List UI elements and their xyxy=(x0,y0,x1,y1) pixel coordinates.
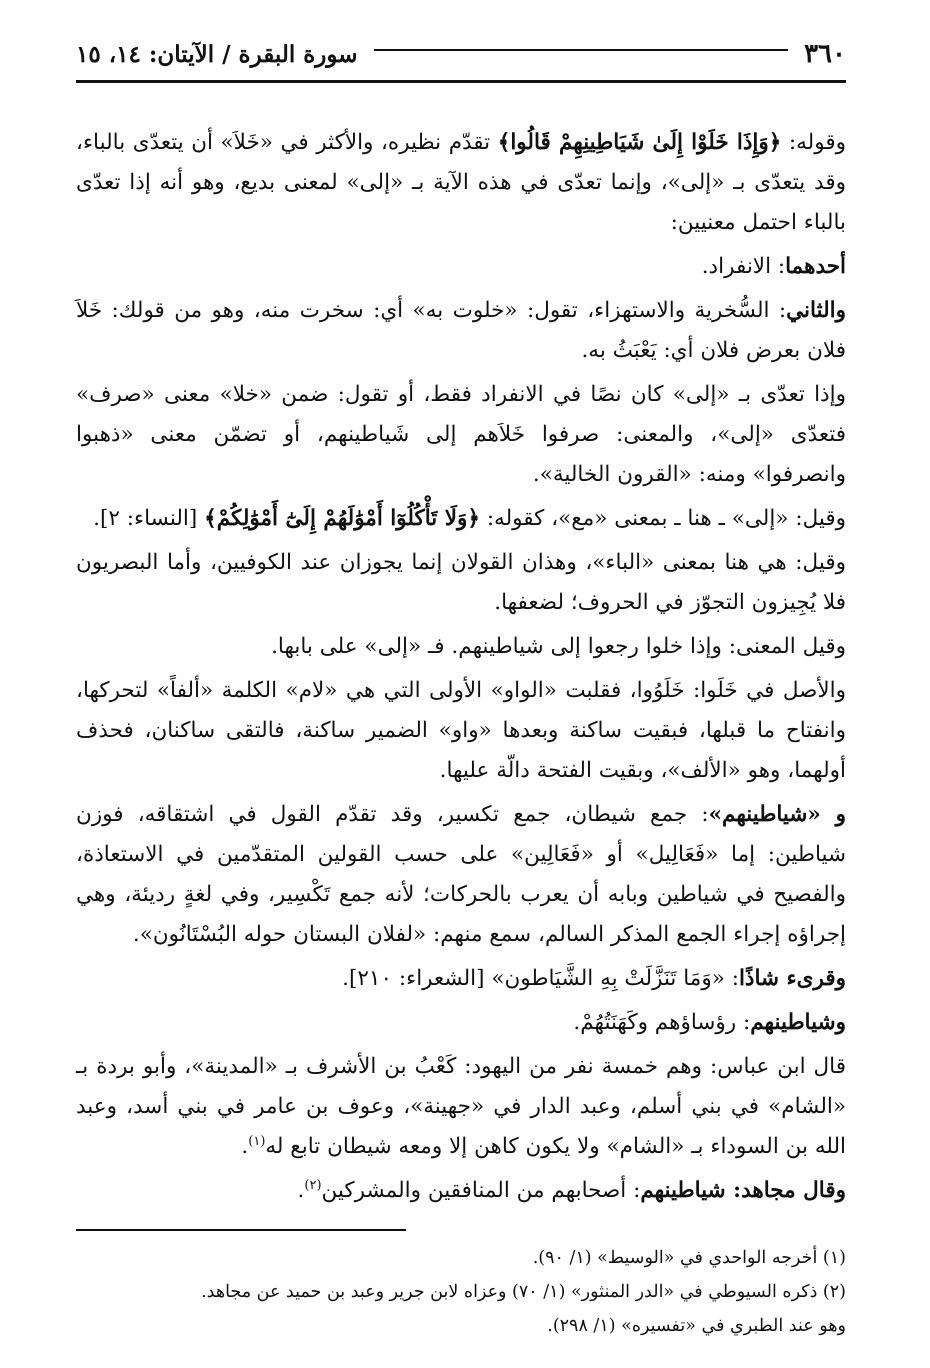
lemma-heading: أحدهما xyxy=(785,254,846,279)
paragraph xyxy=(76,627,846,667)
page-number: ٣٦٠ xyxy=(804,39,846,69)
lemma-heading: وقرىء شاذًا xyxy=(738,966,846,991)
footnote-marker[interactable]: (١) xyxy=(248,1133,266,1149)
paragraph-text: : السُّخرية والاستهزاء، تقول: «خلوت به» أي: سخرت منه، وهو من قولك: خَلاَ فلان بعرض فلان أي: يَعْبَثُ به. xyxy=(76,298,846,363)
footnote: (٢) ذكره السيوطي في «الدر المنثور» (١/ ٧٠) وعزاه لابن جرير وعبد بن حميد عن مجاهد. xyxy=(201,1282,846,1302)
main-text xyxy=(76,123,846,1211)
paragraph-text: قال ابن عباس: وهم خمسة نفر من اليهود: كَعْبُ بن الأشرف بـ «المدينة»، وأبو بردة بـ «الشام» في بني أسلم، وعبد الدار في «جهينة»، وعوف بن عامر في بني أسد، وعبد الله بن السوداء بـ «الشام» ولا يكون كاهن إلا ومعه شيطان تابع له xyxy=(76,1054,846,1159)
paragraph xyxy=(76,291,846,371)
footnote: (١) أخرجه الواحدي في «الوسيط» (١/ ٩٠). xyxy=(532,1248,846,1268)
paragraph-text: : أصحابهم من المنافقين والمشركين xyxy=(321,1178,641,1203)
paragraph xyxy=(76,1003,846,1043)
paragraph xyxy=(76,247,846,287)
paragraph-text: [النساء: ٢]. xyxy=(93,506,205,531)
quran-quote: ﴿وَلَا تَأْكُلُوٓا أَمْوَٰلَهُمْ إِلَىٰٓ أَمْوَٰلِكُمْ﴾ xyxy=(204,506,480,531)
paragraph xyxy=(76,671,846,791)
footnotes xyxy=(76,1241,846,1343)
paragraph xyxy=(76,959,846,999)
footnote-separator xyxy=(76,1229,406,1231)
lemma-heading: وقال مجاهد: شياطينهم xyxy=(640,1178,846,1203)
header-rule xyxy=(374,49,789,51)
footnote-marker[interactable]: (٢) xyxy=(304,1177,322,1193)
paragraph xyxy=(76,1171,846,1211)
paragraph-text: : جمع شيطان، جمع تكسير، وقد تقدّم القول في اشتقاقه، فوزن شياطين: إما «فَعَالِيل» أو «فَعَالِين» على حسب القولين المتقدّمين في الاستعاذة، والفصيح في شياطين وبابه أن يعرب بالحركات؛ لأنه جمع تَكْسِير، وفي لغةٍ رديئة، وهي إجراؤه إجراء الجمع المذكر السالم، سمع منهم: «لفلان البستان حوله البُسْتَانُون». xyxy=(76,802,846,947)
paragraph xyxy=(76,1047,846,1167)
paragraph-text: وقيل: هي هنا بمعنى «الباء»، وهذان القولان إنما يجوزان عند الكوفيين، وأما البصريون فلا يُجِيزون التجوّز في الحروف؛ لضعفها. xyxy=(76,550,846,615)
paragraph-text: والأصل في خَلَوا: خَلَوُوا، فقلبت «الواو» الأولى التي هي «لام» الكلمة «ألفاً» لتحركها، وانفتاح ما قبلها، فبقيت ساكنة وبعدها «واو» الضمير ساكنة، فالتقى ساكنان، فحذف أولهما، وهو «الألف»، وبقيت الفتحة دالّة عليها. xyxy=(76,678,846,783)
paragraph-text: تقدّم نظيره، والأكثر في «خَلاَ» أن يتعدّى بالباء، وقد يتعدّى بـ «إلى»، وإنما تعدّى في هذه الآية بـ «إلى» لمعنى بديع، وهو أنه إذا تعدّى بالباء احتمل معنيين: xyxy=(76,130,846,235)
paragraph-text: وقوله: xyxy=(781,130,846,155)
paragraph-text: : «وَمَا تَنَزَّلَتْ بِهِ الشَّيَاطون» [الشعراء: ٢١٠]. xyxy=(342,966,739,991)
paragraph xyxy=(76,123,846,243)
quran-quote: ﴿وَإِذَا خَلَوْا إِلَىٰ شَيَاطِينِهِمْ قَالُوا﴾ xyxy=(497,130,782,155)
paragraph-text: وإذا تعدّى بـ «إلى» كان نصًا في الانفراد فقط، أو تقول: ضمن «خلا» معنى «صرف» فتعدّى «إلى»، والمعنى: صرفوا خَلاَهم إلى شَياطينهم، أو تضمّن معنى «ذهبوا وانصرفوا» ومنه: «القرون الخالية». xyxy=(76,382,846,487)
paragraph xyxy=(76,375,846,495)
running-title: سورة البقرة / الآيتان: ١٤، ١٥ xyxy=(76,40,358,68)
lemma-heading: والثاني xyxy=(786,298,846,323)
paragraph xyxy=(76,499,846,539)
paragraph xyxy=(76,543,846,623)
paragraph-text: وقيل المعنى: وإذا خلوا رجعوا إلى شياطينهم. فـ «إلى» على بابها. xyxy=(271,634,846,659)
footnote: وهو عند الطبري في «تفسيره» (١/ ٢٩٨). xyxy=(547,1316,846,1336)
paragraph xyxy=(76,795,846,955)
paragraph-text: : رؤساؤهم وكَهَنَتُهُمْ. xyxy=(573,1010,751,1035)
paragraph-text: . xyxy=(297,1178,305,1203)
page-header xyxy=(76,30,846,83)
paragraph-text: وقيل: «إلى» ـ هنا ـ بمعنى «مع»، كقوله: xyxy=(479,506,846,531)
lemma-heading: وشياطينهم xyxy=(750,1010,846,1035)
paragraph-text: : الانفراد. xyxy=(701,254,786,279)
paragraph-text: . xyxy=(241,1134,249,1159)
lemma-heading: و «شياطينهم» xyxy=(708,802,846,827)
